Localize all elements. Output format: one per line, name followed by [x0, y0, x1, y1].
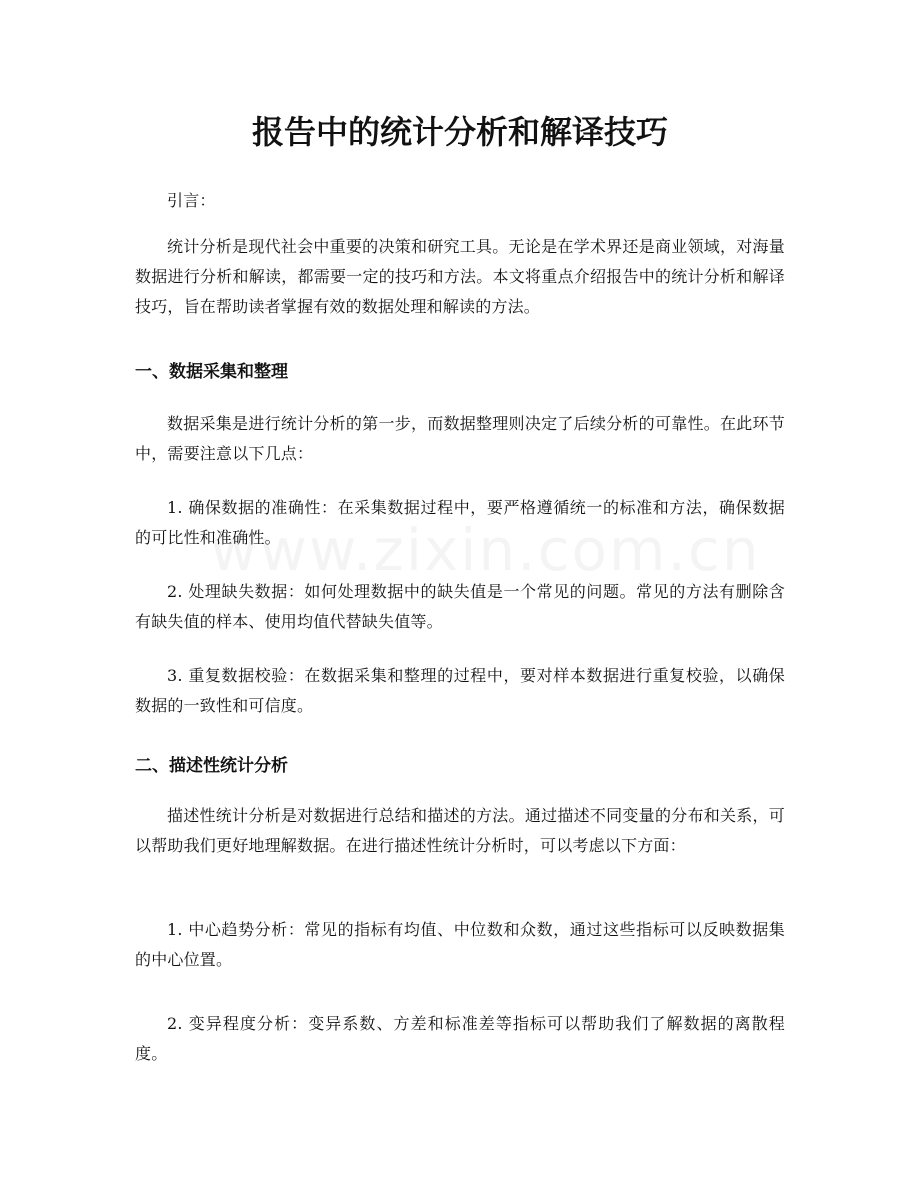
section-1-intro: 数据采集是进行统计分析的第一步，而数据整理则决定了后续分析的可靠性。在此环节中，需要注意以下几点： — [135, 414, 785, 463]
section-2-heading: 二、描述性统计分析 — [135, 756, 288, 776]
intro-label: 引言： — [167, 191, 216, 210]
section-1-heading: 一、数据采集和整理 — [135, 362, 288, 382]
intro-paragraph: 统计分析是现代社会中重要的决策和研究工具。无论是在学术界还是商业领域，对海量数据进行分析和解读，都需要一定的技巧和方法。本文将重点介绍报告中的统计分析和解译技巧，旨在帮助读者掌握有效的数据处理和解读的方法。 — [135, 237, 785, 316]
section-1-item-3: 3. 重复数据校验：在数据采集和整理的过程中，要对样本数据进行重复校验，以确保数据的一致性和可信度。 — [135, 666, 785, 715]
document-title: 报告中的统计分析和解译技巧 — [251, 113, 668, 151]
section-2-intro: 描述性统计分析是对数据进行总结和描述的方法。通过描述不同变量的分布和关系，可以帮助我们更好地理解数据。在进行描述性统计分析时，可以考虑以下方面： — [135, 806, 785, 855]
section-2-item-1: 1. 中心趋势分析：常见的指标有均值、中位数和众数，通过这些指标可以反映数据集的中心位置。 — [135, 920, 785, 969]
section-1-item-1: 1. 确保数据的准确性：在采集数据过程中，要严格遵循统一的标准和方法，确保数据的可比性和准确性。 — [135, 498, 785, 547]
section-1-item-2: 2. 处理缺失数据：如何处理数据中的缺失值是一个常见的问题。常见的方法有删除含有缺失值的样本、使用均值代替缺失值等。 — [135, 582, 785, 631]
section-2-item-2: 2. 变异程度分析：变异系数、方差和标准差等指标可以帮助我们了解数据的离散程度。 — [135, 1014, 785, 1063]
